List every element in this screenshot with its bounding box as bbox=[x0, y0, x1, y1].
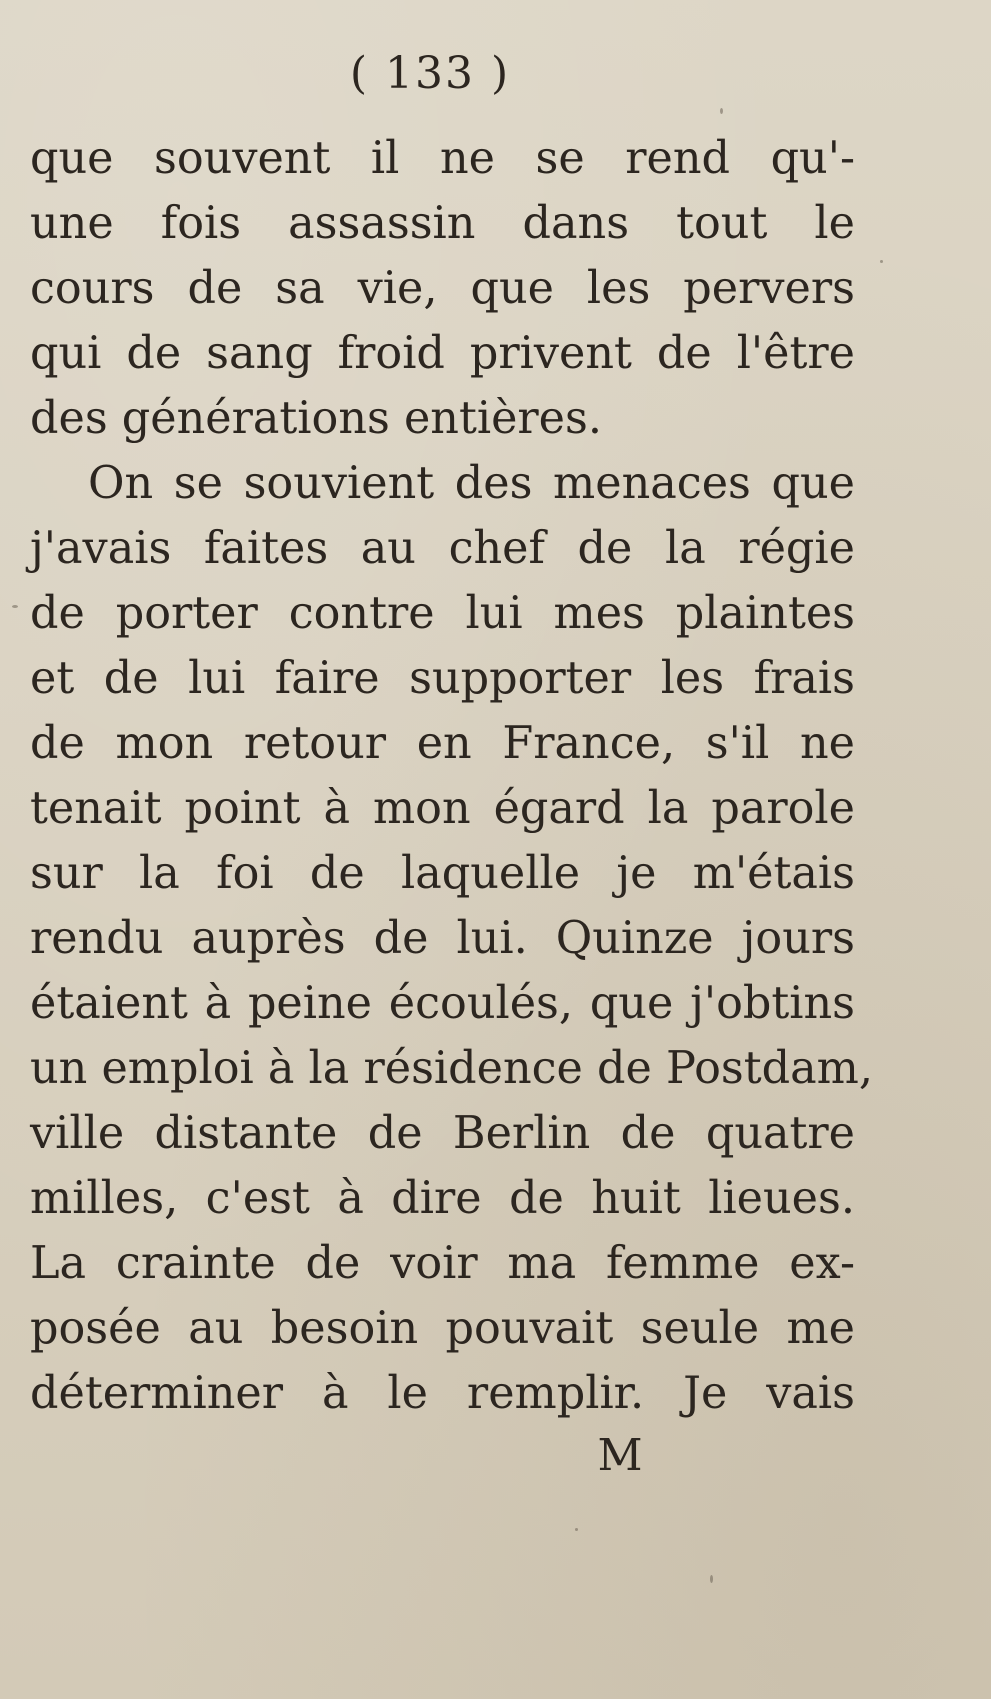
text-line: tenait point à mon égard la parole bbox=[30, 783, 855, 834]
text-line: que souvent il ne se rend qu'- bbox=[30, 133, 855, 184]
text-line: de mon retour en France, s'il ne bbox=[30, 718, 855, 769]
text-line: un emploi à la résidence de Postdam, bbox=[30, 1043, 874, 1094]
text-line: étaient à peine écoulés, que j'obtins bbox=[30, 978, 855, 1029]
paper-speck bbox=[720, 108, 723, 114]
text-line: des générations entières. bbox=[30, 393, 603, 444]
text-line: La crainte de voir ma femme ex- bbox=[30, 1238, 855, 1289]
text-line: une fois assassin dans tout le bbox=[30, 198, 855, 249]
body-text bbox=[30, 126, 874, 1426]
paper-speck bbox=[575, 1528, 578, 1531]
paper-speck bbox=[880, 260, 883, 263]
text-line: On se souvient des menaces que bbox=[88, 458, 855, 509]
text-line: milles, c'est à dire de huit lieues. bbox=[30, 1173, 855, 1224]
text-line: cours de sa vie, que les pervers bbox=[30, 263, 855, 314]
text-line: j'avais faites au chef de la régie bbox=[30, 523, 855, 574]
text-line: posée au besoin pouvait seule me bbox=[30, 1303, 855, 1354]
text-line: déterminer à le remplir. Je vais bbox=[30, 1368, 855, 1419]
text-line: rendu auprès de lui. Quinze jours bbox=[30, 913, 855, 964]
paper-speck bbox=[12, 605, 18, 608]
text-line: et de lui faire supporter les frais bbox=[30, 653, 855, 704]
paper-speck bbox=[710, 1575, 713, 1583]
text-line: de porter contre lui mes plaintes bbox=[30, 588, 855, 639]
signature-mark: M bbox=[597, 1430, 643, 1481]
text-line: qui de sang froid privent de l'être bbox=[30, 328, 855, 379]
text-line: ville distante de Berlin de quatre bbox=[30, 1108, 855, 1159]
text-line: sur la foi de laquelle je m'étais bbox=[30, 848, 855, 899]
page-number: ( 133 ) bbox=[349, 48, 511, 99]
